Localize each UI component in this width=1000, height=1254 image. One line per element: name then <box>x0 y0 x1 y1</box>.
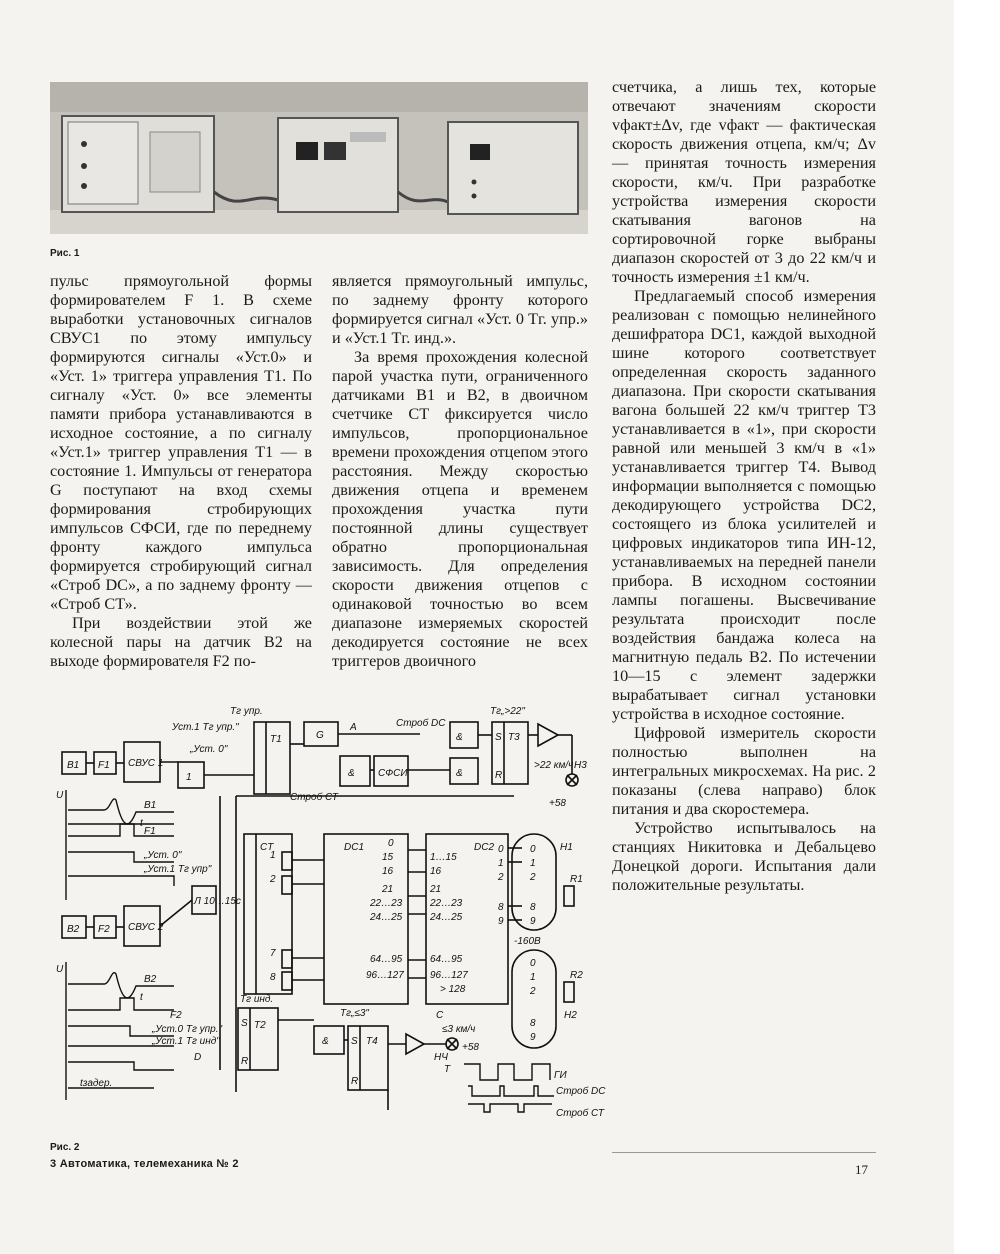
block-and-label: & <box>348 768 355 779</box>
diagram-label: Тг„≤3" <box>340 1008 369 1019</box>
diagram-label: R2 <box>570 970 583 981</box>
diagram-label: 0 <box>388 838 394 849</box>
diagram-label: Н1 <box>560 842 573 853</box>
block-svus1-label: СВУС 1 <box>128 758 164 769</box>
diagram-label: Уст.1 Тг упр." <box>172 722 239 733</box>
block-and-label: & <box>456 732 463 743</box>
block-f2-label: F2 <box>98 924 110 935</box>
text-column-1 <box>50 272 312 671</box>
diagram-label: Тг упр. <box>230 706 263 717</box>
diagram-label: 21 <box>382 884 394 895</box>
diagram-label: U <box>56 790 64 801</box>
paragraph: Устройство испытывалось на станциях Никитовка и Дебальцево Донецкой дороги. Испытания дали положительные результаты. <box>612 819 876 894</box>
diagram-label: +58 <box>462 1042 479 1053</box>
diagram-label: Строб DC <box>556 1086 606 1097</box>
block-r-label: R <box>241 1056 249 1067</box>
diagram-label: -160В <box>514 936 541 947</box>
block-ct-label: CT <box>260 842 274 853</box>
diagram-label: F2 <box>170 1010 182 1021</box>
block-and-label: & <box>322 1036 329 1047</box>
diagram-label: 0 <box>498 844 504 855</box>
diagram-label: „Уст.1 Тг упр" <box>144 864 212 875</box>
diagram-label: 24…25 <box>430 912 463 923</box>
diagram-label: 15 <box>382 852 394 863</box>
diagram-label: 96…127 <box>430 970 468 981</box>
block-t1-label: T1 <box>270 734 282 745</box>
block-s-label: S <box>241 1018 248 1029</box>
diagram-label: 21 <box>430 884 442 895</box>
diagram-label: 2 <box>530 986 536 997</box>
block-one-label: 1 <box>186 772 192 783</box>
diagram-label: F1 <box>144 826 156 837</box>
diagram-label: +58 <box>549 798 566 809</box>
block-dc2-label: DC2 <box>474 842 495 853</box>
circuit-diagram-svg <box>44 700 606 1132</box>
diagram-label: Н2 <box>564 1010 577 1021</box>
diagram-label: Тг инд. <box>240 994 274 1005</box>
diagram-label: 9 <box>530 1032 536 1043</box>
diagram-label: 2 <box>270 874 276 885</box>
block-g-label: G <box>316 730 324 741</box>
diagram-label: > 128 <box>440 984 466 995</box>
diagram-label: 2 <box>530 872 536 883</box>
text-column-3 <box>612 78 876 895</box>
diagram-label: 8 <box>270 972 276 983</box>
paragraph: является прямоугольный импульс, по заднему фронту которого формируется сигнал «Уст. 0 Тг. упр.» и «Уст.1 Тг. инд.». <box>332 272 588 347</box>
paragraph: Предлагаемый способ измерения реализован с помощью нелинейного дешифратора DC1, каждой выходной шине которого соответствует определенная скорость заданного диапазона. При скорости скатывания вагона большей 22 км/ч триггер Т3 устанавливается в «1», при скорости равной или меньшей 3 км/ч в «1» устанавливается триггер Т4. Вывод информации выполняется с помощью декодирующего устройства DC2, состоящего из блока усилителей и цифровых индикаторов типа ИН-12, устанавливаемых на передней панели прибора. В исходном состоянии лампы погашены. Высвечивание результата происходит после воздействия бандажа колеса на магнитную педаль В2. По истечении 10—15 с элемент задержки вырабатывает сигнал установки устройства в исходное состояние. <box>612 287 876 723</box>
diagram-label: 7 <box>270 948 276 959</box>
diagram-label: 9 <box>498 916 504 927</box>
diagram-label: Строб СТ <box>556 1108 604 1119</box>
diagram-label: „Уст.0 Тг упр." <box>152 1024 223 1035</box>
diagram-label: Н3 <box>574 760 587 771</box>
diagram-label: t <box>140 992 143 1003</box>
block-f1-label: F1 <box>98 760 110 771</box>
diagram-label: 24…25 <box>370 912 403 923</box>
block-svus2-label: СВУС 2 <box>128 922 164 933</box>
block-s-label: S <box>495 732 502 743</box>
diagram-label: 16 <box>430 866 442 877</box>
paragraph: пульс прямоугольной формы формирователем F 1. В схеме выработки установочных сигналов СВУС1 по этому импульсу формируются сигналы «Уст.0» и «Уст. 1» триггера управления Т1. По сигналу «Уст. 0» все элементы памяти прибора устанавливаются в исходное состояние, а по сигналу «Уст.1» триггер управления Т1 — в состояние 1. Импульсы от генератора G поступают на вход схемы формирования стробирующих импульсов СФСИ, где по переднему фронту каждого импульса формируется стробирующий сигнал «Строб DC», а по заднему фронту — «Строб СТ». <box>50 272 312 613</box>
diagram-label: А <box>350 722 357 733</box>
block-s-label: S <box>351 1036 358 1047</box>
diagram-label: D <box>194 1052 202 1063</box>
diagram-label: 1 <box>498 858 504 869</box>
figure-2-caption: Рис. 2 <box>50 1142 80 1153</box>
paragraph: За время прохождения колесной парой участка пути, ограниченного датчиками В1 и В2, в двоичном счетчике СТ фиксируется число импульсов, пропорциональное времени прохождения отцепом этого расстояния. Между скоростью движения отцепа и временем прохождения участка пути постоянной длины существует обратно пропорциональная зависимость. Для определения скорости движения отцепов с одинаковой точностью во всем диапазоне измеряемых скоростей декодируется состояние не всех триггеров двоичного <box>332 348 588 670</box>
diagram-label: 9 <box>530 916 536 927</box>
diagram-label: 8 <box>530 1018 536 1029</box>
footer-journal: 3 Автоматика, телемеханика № 2 <box>50 1158 239 1170</box>
diagram-label: T <box>444 1064 451 1075</box>
page-number: 17 <box>855 1162 868 1177</box>
diagram-label: 0 <box>530 844 536 855</box>
diagram-label: 1 <box>270 850 276 861</box>
diagram-label: 64…95 <box>370 954 403 965</box>
block-and-label: & <box>456 768 463 779</box>
diagram-label: 0 <box>530 958 536 969</box>
diagram-label: С <box>436 1010 444 1021</box>
divider <box>612 1152 876 1153</box>
paragraph: При воздействии этой же колесной пары на датчик В2 на выходе формирователя F2 по- <box>50 614 312 670</box>
diagram-label: „Уст.1 Тг инд" <box>152 1036 220 1047</box>
diagram-label: 22…23 <box>370 898 403 909</box>
block-dc1-label: DC1 <box>344 842 365 853</box>
block-b1-label: В1 <box>67 760 80 771</box>
diagram-label: Тг„>22" <box>490 706 525 717</box>
figure-2-circuit-diagram <box>44 700 606 1132</box>
diagram-label: 1 <box>530 858 536 869</box>
diagram-label: ГИ <box>554 1070 567 1081</box>
block-b2-label: В2 <box>67 924 80 935</box>
diagram-label: В2 <box>144 974 157 985</box>
paragraph: счетчика, а лишь тех, которые отвечают значениям скорости vфакт±Δv, где vфакт — фактическая скорость движения отцепа, км/ч; Δv — принятая точность измерения скорости, км/ч. При разработке устройства измерения скорости скатывания вагонов на сортировочной горке выбраны диапазон скоростей от 3 до 22 км/ч и точность измерения ±1 км/ч. <box>612 78 876 286</box>
block-t2-label: T2 <box>254 1020 266 1031</box>
diagram-label: 1…15 <box>430 852 457 863</box>
diagram-label: 8 <box>530 902 536 913</box>
figure-1-photo <box>50 82 588 234</box>
diagram-label: U <box>56 964 64 975</box>
diagram-label: 96…127 <box>366 970 404 981</box>
block-t4-label: T4 <box>366 1036 378 1047</box>
diagram-label: 64…95 <box>430 954 463 965</box>
diagram-label: t <box>140 818 143 829</box>
block-r-label: R <box>495 770 503 781</box>
diagram-label: 16 <box>382 866 394 877</box>
diagram-label: 8 <box>498 902 504 913</box>
diagram-label: В1 <box>144 800 157 811</box>
diagram-label: ≤3 км/ч <box>442 1024 476 1035</box>
page-margin <box>954 0 1000 1254</box>
diagram-label: „Уст. 0" <box>144 850 182 861</box>
block-r-label: R <box>351 1076 359 1087</box>
paragraph: Цифровой измеритель скорости полностью выполнен на интегральных микросхемах. На рис. 2 показаны (слева направо) блок питания и два скоростемера. <box>612 724 876 818</box>
figure-1-caption: Рис. 1 <box>50 248 80 259</box>
diagram-label: 22…23 <box>430 898 463 909</box>
block-hch-label: НЧ <box>434 1052 448 1063</box>
equipment-photo-image <box>50 82 588 234</box>
diagram-label: tзадер. <box>80 1078 113 1089</box>
block-sfsi-label: СФСИ <box>378 768 408 779</box>
diagram-label: >22 км/ч <box>534 760 574 771</box>
block-delay-label: Л 10…15с <box>194 896 241 907</box>
diagram-label: R1 <box>570 874 583 885</box>
diagram-label: Строб DC <box>396 718 446 729</box>
block-t3-label: T3 <box>508 732 520 743</box>
diagram-label: „Уст. 0" <box>190 744 228 755</box>
diagram-label: 1 <box>530 972 536 983</box>
diagram-label: Строб СТ <box>290 792 338 803</box>
text-column-2 <box>332 272 588 671</box>
diagram-label: 2 <box>498 872 504 883</box>
